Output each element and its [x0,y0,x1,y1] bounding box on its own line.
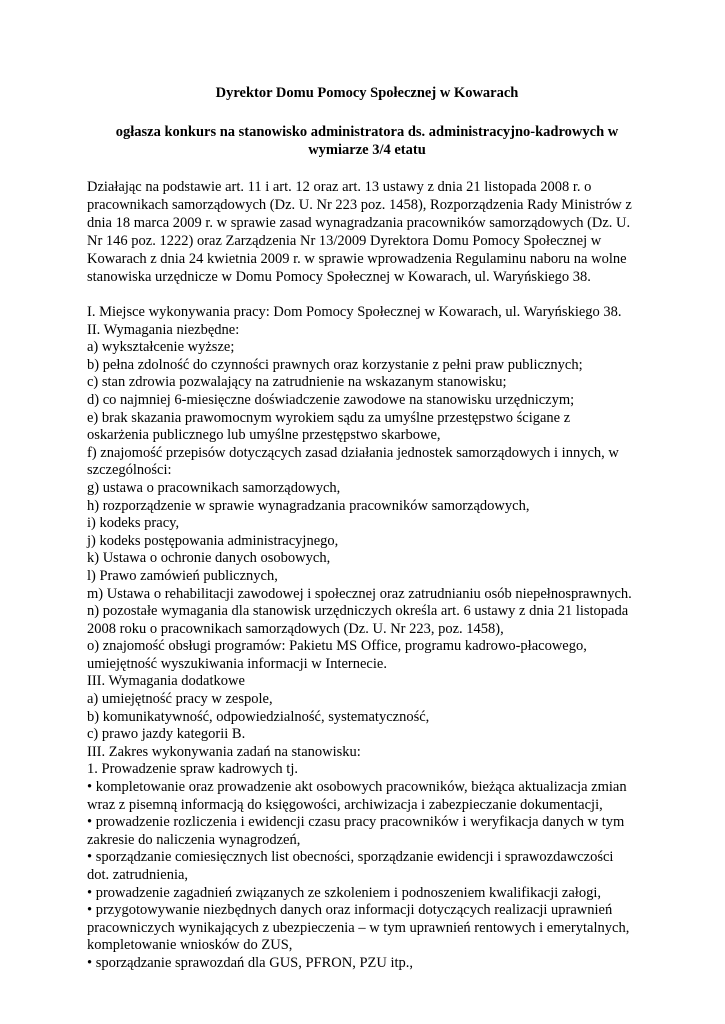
document-subtitle: ogłasza konkurs na stanowisko administratora ds. administracyjno-kadrowych w wymiarze 3/4 etatu [115,124,619,158]
list-item: • sporządzanie comiesięcznych list obecności, sporządzanie ewidencji i sprawozdawczości dot. zatrudnienia, [87,849,614,883]
list-item: c) prawo jazdy kategorii B. [87,726,246,743]
list-item: II. Wymagania niezbędne: [87,321,240,338]
list-item: l) Prawo zamówień publicznych, [87,567,278,584]
list-item: I. Miejsce wykonywania pracy: Dom Pomocy Społecznej w Kowarach, ul. Waryńskiego 38. [87,304,622,320]
list-item: m) Ustawa o rehabilitacji zawodowej i społecznej oraz zatrudnianiu osób niepełnosprawnych. [87,585,632,602]
document-page [87,84,647,973]
list-item: • prowadzenie zagadnień związanych ze szkoleniem i podnoszeniem kwalifikacji załogi, [87,884,601,901]
list-item: a) umiejętność pracy w zespole, [87,691,273,708]
list-item: g) ustawa o pracownikach samorządowych, [87,479,341,496]
list-item: • sporządzanie sprawozdań dla GUS, PFRON, PZU itp., [87,954,414,971]
list-item: III. Wymagania dodatkowe [87,673,245,690]
list-item: j) kodeks postępowania administracyjnego, [87,532,339,549]
list-item: d) co najmniej 6-miesięczne doświadczenie zawodowe na stanowisku urzędniczym; [87,391,575,408]
list-item: i) kodeks pracy, [87,515,180,532]
list-item: h) rozporządzenie w sprawie wynagradzania pracowników samorządowych, [87,497,530,514]
list-item: 1. Prowadzenie spraw kadrowych tj. [87,761,298,778]
requirements-list [87,304,647,973]
list-item: k) Ustawa o ochronie danych osobowych, [87,550,331,567]
intro-paragraph: Działając na podstawie art. 11 i art. 12 oraz art. 13 ustawy z dnia 21 listopada 2008 r. o pracownikach samorządowych (Dz. U. Nr 223 poz. 1458), Rozporządzenia Rady Ministrów z dnia 18 marca 2009 r. w sprawie zasad wynagradzania pracowników samorządowych (Dz. U. Nr 146 poz. 1222) oraz Zarządzenia Nr 13/2009 Dyrektora Domu Pomocy Społecznej w Kowarach z dnia 24 kwietnia 2009 r. w sprawie wprowadzenia Regulaminu naboru na wolne stanowiska urzędnicze w Domu Pomocy Społecznej w Kowarach, ul. Waryńskiego 38. [87,179,632,285]
list-item: e) brak skazania prawomocnym wyrokiem sądu za umyślne przestępstwo ścigane z oskarżenia publicznego lub umyślne przestępstwo skarbowe, [87,409,571,444]
list-item: o) znajomość obsługi programów: Pakietu MS Office, programu kadrowo-płacowego, umiejętność wyszukiwania informacji w Internecie. [87,638,587,672]
list-item: • kompletowanie oraz prowadzenie akt osobowych pracowników, bieżąca aktualizacja zmian wraz z pisemną informacją do księgowości, archiwizacja i zabezpieczanie dokumentacji, [87,779,627,813]
list-item: b) komunikatywność, odpowiedzialność, systematyczność, [87,708,430,725]
list-item: c) stan zdrowia pozwalający na zatrudnienie na wskazanym stanowisku; [87,374,507,391]
list-item: • prowadzenie rozliczenia i ewidencji czasu pracy pracowników i weryfikacja danych w tym zakresie do naliczenia wynagrodzeń, [87,814,625,848]
list-item: • przygotowywanie niezbędnych danych oraz informacji dotyczących realizacji uprawnień pracowniczych wynikających z ubezpieczenia – w tym uprawnień rentowych i emerytalnych, kompletowanie wniosków do ZUS, [87,902,630,954]
document-title: Dyrektor Domu Pomocy Społecznej w Kowarach [215,85,519,101]
list-item: III. Zakres wykonywania zadań na stanowisku: [87,743,361,760]
list-item: a) wykształcenie wyższe; [87,339,235,356]
list-item: n) pozostałe wymagania dla stanowisk urzędniczych określa art. 6 ustawy z dnia 21 listopada 2008 roku o pracownikach samorządowych (Dz. U. Nr 223, poz. 1458), [87,603,629,637]
list-item: b) pełna zdolność do czynności prawnych oraz korzystanie z pełni praw publicznych; [87,356,583,373]
list-item: f) znajomość przepisów dotyczących zasad działania jednostek samorządowych i innych, w szczególności: [87,444,619,479]
